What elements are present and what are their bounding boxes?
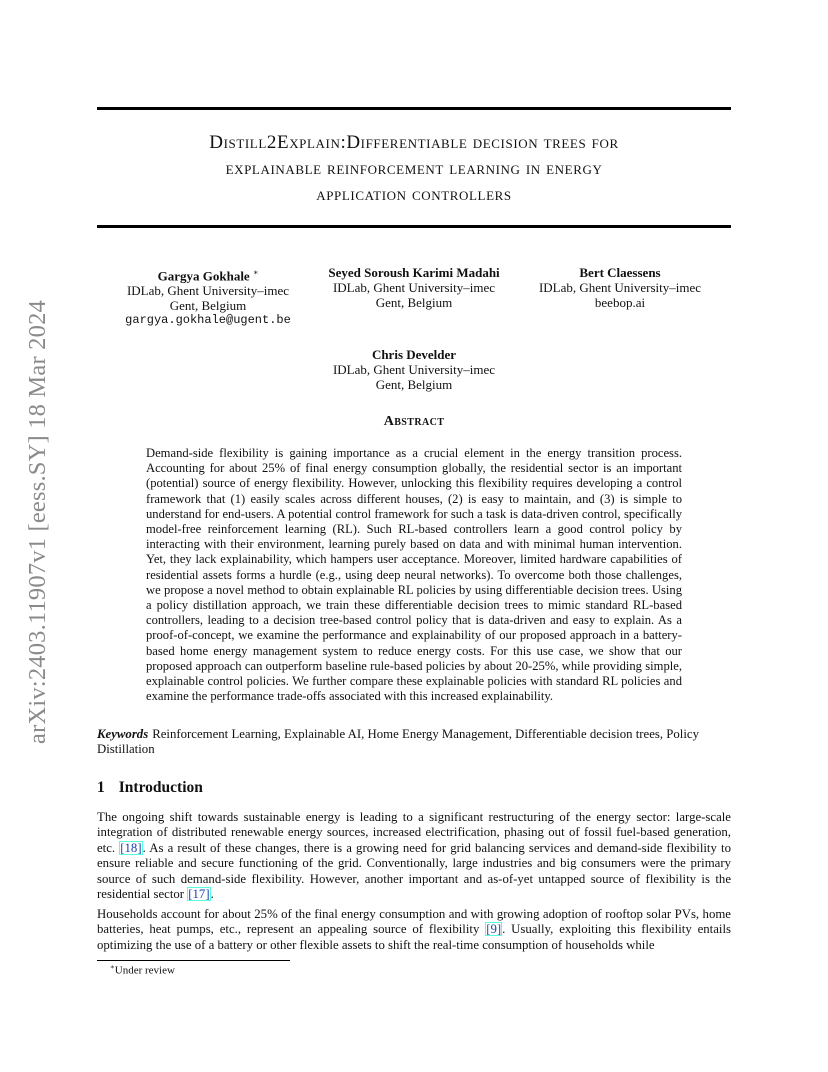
author-location: Gent, Belgium xyxy=(375,295,453,310)
paper-title xyxy=(97,130,731,208)
citation-link[interactable]: [9] xyxy=(486,922,502,937)
author-email: gargya.gokhale@ugent.be xyxy=(125,313,291,328)
author-name: Gargya Gokhale ∗ xyxy=(157,268,259,284)
title-line-2: explainable reinforcement learning in energy xyxy=(225,158,603,179)
citation-link[interactable]: [17] xyxy=(188,887,210,902)
arxiv-identifier xyxy=(22,269,54,774)
citation-link[interactable]: [18] xyxy=(120,840,142,855)
author-block xyxy=(316,347,512,392)
intro-paragraph-1: The ongoing shift towards sustainable energy is leading to a significant restructuring of the energy sector: large-scale integration of distributed renewable energy sources, increased electrification, phasing out of fossil fuel-based generation, etc. [18]. As a result of these changes, there is a growing need for grid balancing services and demand-side flexibility to ensure reliable and secure functioning of the grid. Conventionally, large industries and big consumers were the primary source of such demand-side flexibility. However, another important and as-of-yet untapped source of flexibility is the residential sector [17]. xyxy=(97,810,731,902)
author-name: Bert Claessens xyxy=(579,265,661,280)
keywords xyxy=(97,727,731,757)
title-line-3: application controllers xyxy=(316,184,512,205)
section-heading xyxy=(97,779,203,797)
author-affiliation: IDLab, Ghent University–imec xyxy=(332,362,496,377)
section-number: 1 xyxy=(97,779,105,796)
author-name: Chris Develder xyxy=(371,347,457,362)
footnote xyxy=(110,963,175,977)
author-location: Gent, Belgium xyxy=(375,377,453,392)
author-affiliation: IDLab, Ghent University–imec xyxy=(332,280,496,295)
keywords-label: Keywords xyxy=(97,727,149,741)
author-affiliation: IDLab, Ghent University–imec xyxy=(126,283,290,299)
abstract-text: Demand-side flexibility is gaining importance as a crucial element in the energy transition process. Accounting for about 25% of final energy consumption globally, the residential sector is an important (potential) source of energy flexibility. However, unlocking this flexibility requires developing a control framework that (1) easily scales across different houses, (2) is easy to maintain, and (3) is simple to understand for end-users. A potential control framework for such a task is data-driven control, specifically model-free reinforcement learning (RL). Such RL-based controllers learn a good control policy by interacting with their environment, learning purely based on data and with minimal human intervention. Yet, they lack explainability, which hampers user acceptance. Moreover, limited hardware capabilities of residential assets forms a hurdle (e.g., using deep neural networks). To overcome both those challenges, we propose a novel method to obtain explainable RL policies by using differentiable decision trees. Using a policy distillation approach, we train these differentiable decision trees to mimic standard RL-based controllers, leading to a decision tree-based control policy that is data-driven and easy to explain. As a proof-of-concept, we examine the performance and explainability of our proposed approach in a battery-based home energy management system to reduce energy costs. For this use case, we show that our proposed approach can outperform baseline rule-based policies by about 20-25%, while providing simple, explainable control policies. We further compare these explainable policies with standard RL policies and examine the performance trade-offs associated with this increased explainability. xyxy=(146,446,682,704)
title-bottom-rule xyxy=(97,225,731,228)
footnote-rule xyxy=(97,960,290,961)
author-block xyxy=(316,265,512,310)
intro-paragraph-2: Households account for about 25% of the final energy consumption and with growing adoption of rooftop solar PVs, home batteries, heat pumps, etc., represent an appealing source of flexibility [9]. Usually, exploiting this flexibility entails optimizing the use of a battery or other flexible assets to shift the real-time consumption of households while xyxy=(97,907,731,952)
section-title: Introduction xyxy=(118,779,203,796)
author-location: beebop.ai xyxy=(594,295,646,310)
title-line-1: Distill2Explain:Differentiable decision trees for xyxy=(209,132,619,153)
author-block xyxy=(522,265,718,310)
footnote-text: Under review xyxy=(114,964,175,977)
author-location: Gent, Belgium xyxy=(169,298,247,314)
footnote-mark: ∗ xyxy=(110,963,115,971)
author-name: Seyed Soroush Karimi Madahi xyxy=(328,265,500,280)
abstract-heading: Abstract xyxy=(383,414,445,429)
author-block xyxy=(110,265,306,328)
keywords-text: Reinforcement Learning, Explainable AI, Home Energy Management, Differentiable decision trees, Policy Distillation xyxy=(97,727,699,756)
arxiv-id-text: arXiv:2403.11907v1 [eess.SY] 18 Mar 2024 xyxy=(24,299,51,744)
author-affiliation: IDLab, Ghent University–imec xyxy=(538,280,702,295)
title-top-rule xyxy=(97,107,731,110)
